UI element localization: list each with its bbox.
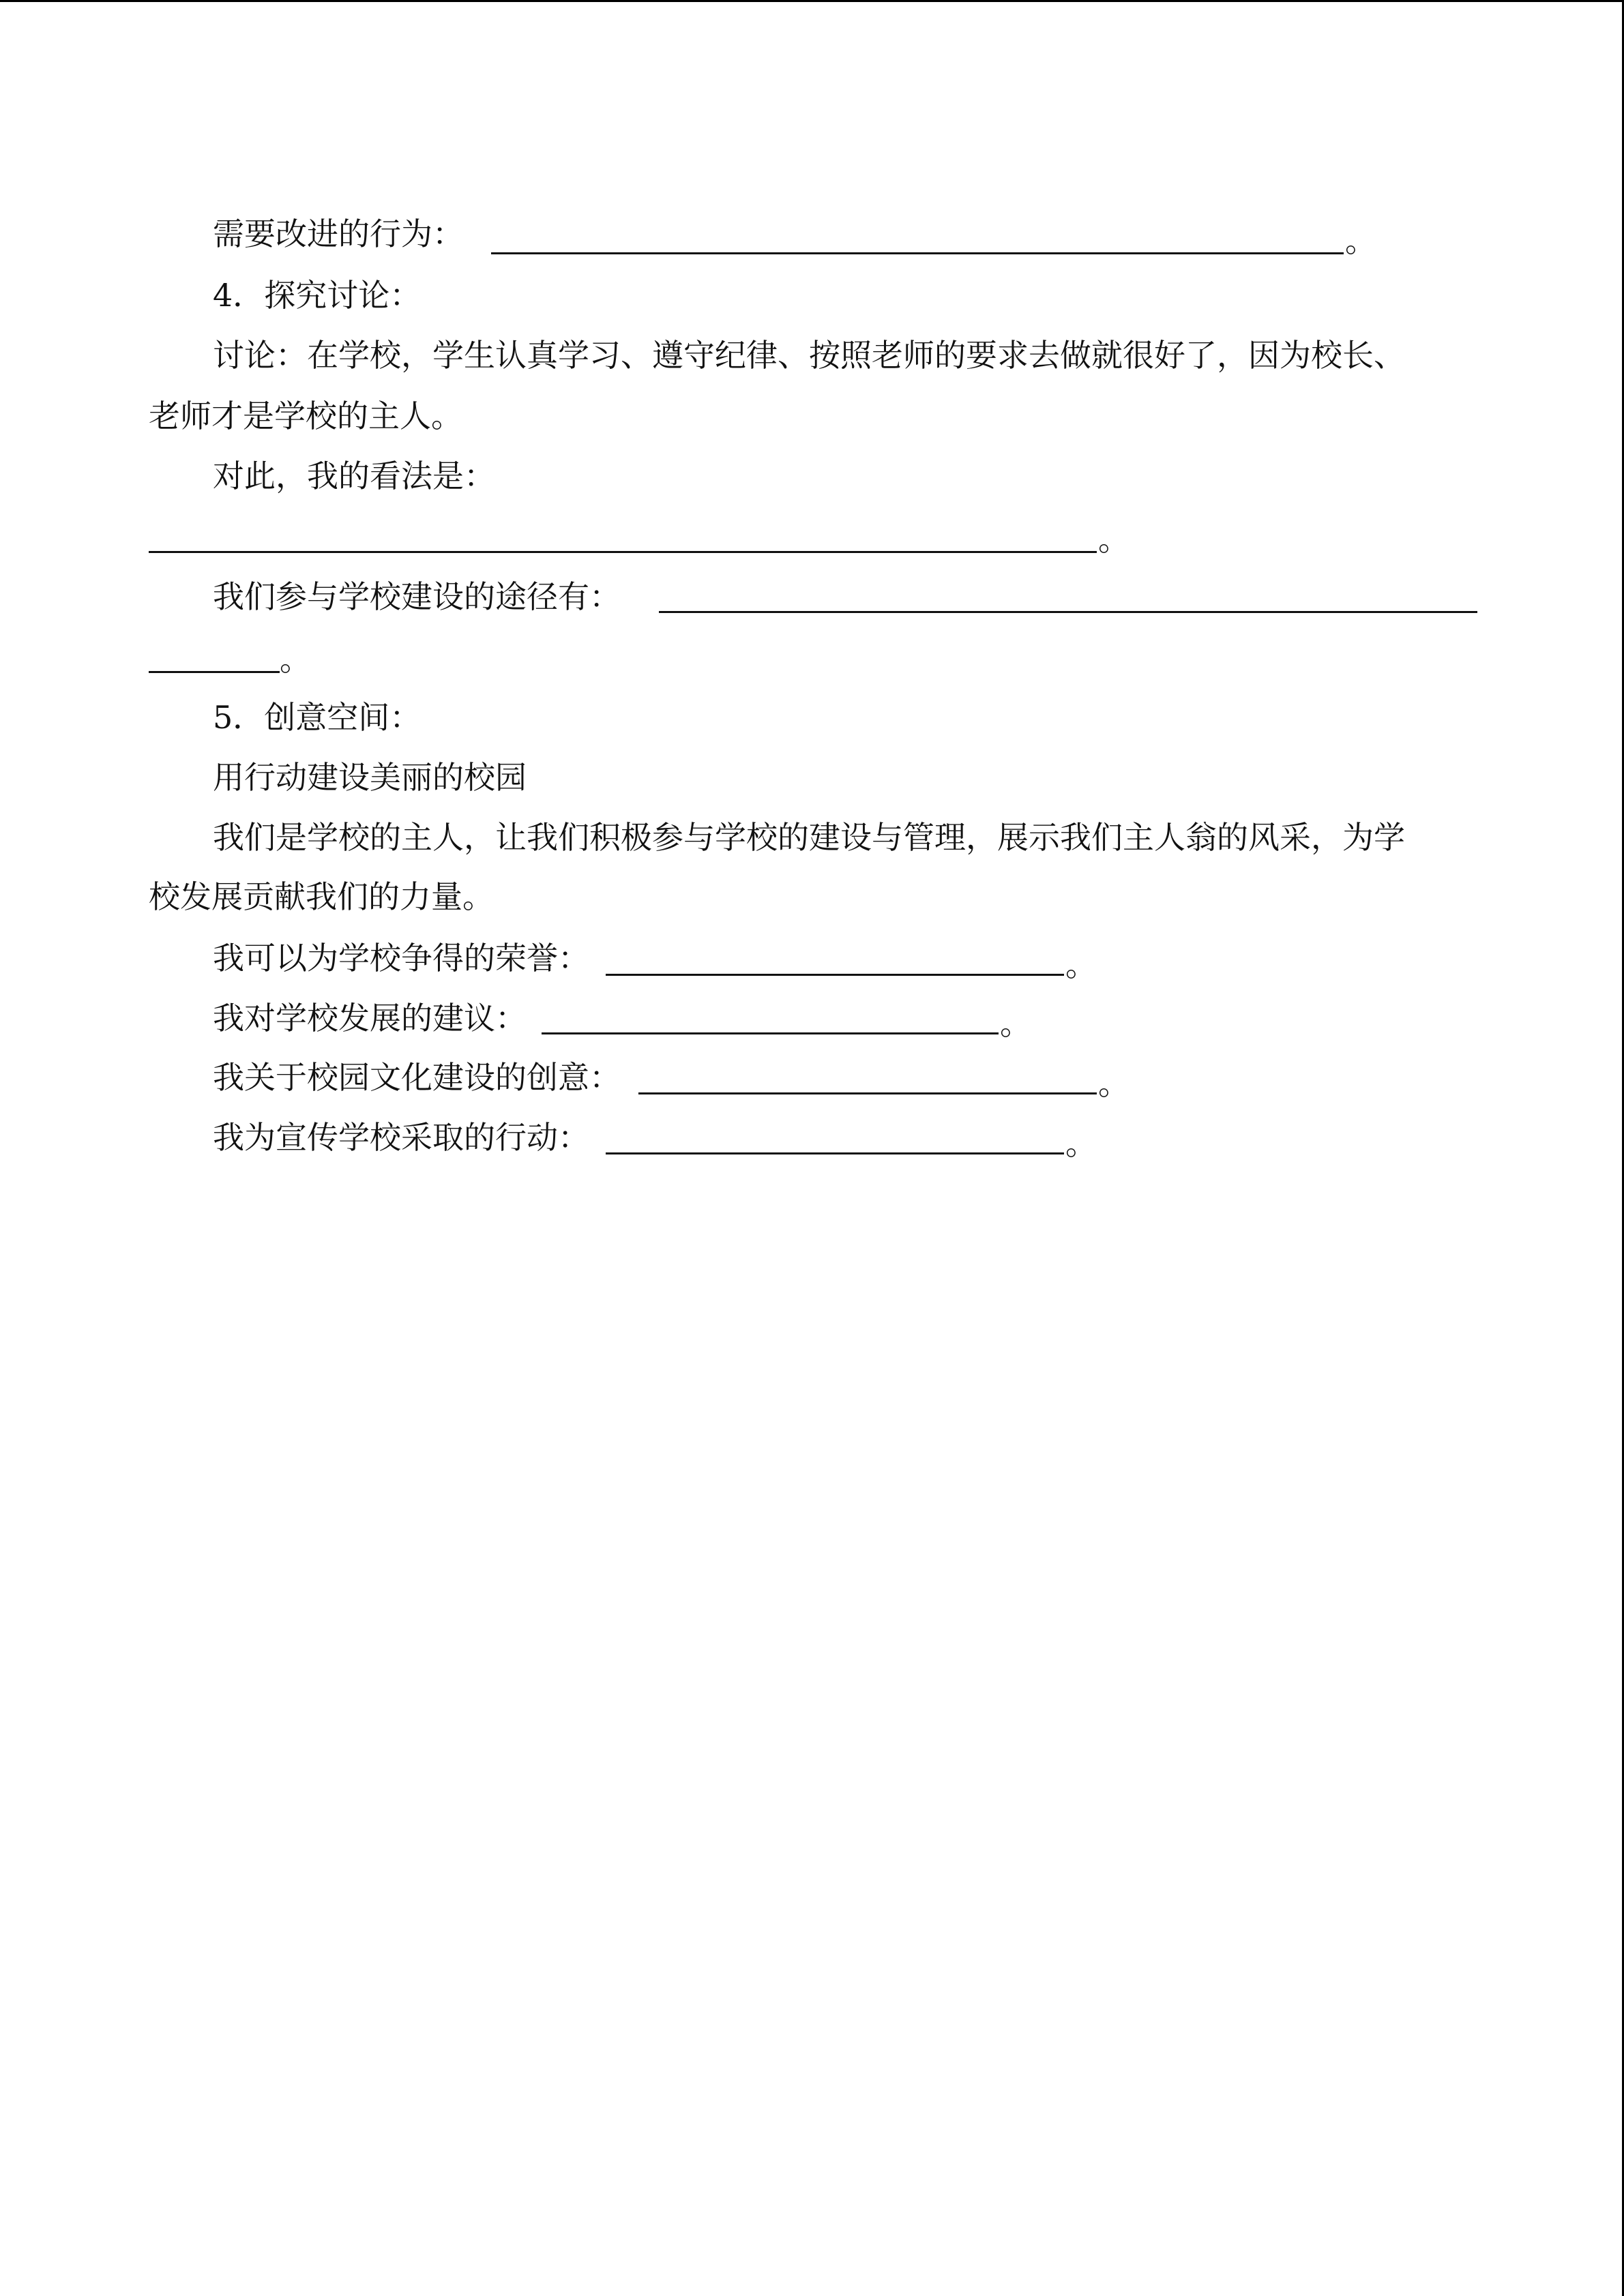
culture-label: 我关于校园文化建设的创意： bbox=[213, 1059, 621, 1096]
suggestion-label: 我对学校发展的建议： bbox=[213, 1000, 527, 1037]
opinion-label: 对此，我的看法是： bbox=[213, 458, 495, 494]
improve-behavior-label: 需要改进的行为： bbox=[213, 215, 464, 252]
section-4-title: 4．探究讨论： bbox=[213, 277, 422, 314]
honor-blank[interactable] bbox=[606, 974, 1064, 976]
period: 。 bbox=[1065, 946, 1097, 983]
opinion-blank[interactable] bbox=[149, 551, 1097, 553]
period: 。 bbox=[280, 641, 311, 678]
period: 。 bbox=[1098, 1065, 1130, 1102]
section-5-title: 5．创意空间： bbox=[213, 699, 422, 736]
discussion-text-line2: 老师才是学校的主人。 bbox=[149, 398, 462, 434]
intro-text-line1: 我们是学校的主人，让我们积极参与学校的建设与管理，展示我们主人翁的风采，为学 bbox=[213, 819, 1405, 856]
improve-behavior-blank[interactable] bbox=[491, 252, 1344, 254]
promote-label: 我为宣传学校采取的行动： bbox=[213, 1119, 589, 1156]
intro-text-line2: 校发展贡献我们的力量。 bbox=[149, 878, 494, 915]
period: 。 bbox=[1098, 521, 1130, 558]
promote-blank[interactable] bbox=[606, 1152, 1064, 1154]
honor-label: 我可以为学校争得的荣誉： bbox=[213, 940, 589, 976]
ways-blank-line2[interactable] bbox=[149, 671, 280, 673]
activity-title: 用行动建设美丽的校园 bbox=[213, 759, 527, 796]
period: 。 bbox=[1065, 1125, 1097, 1162]
suggestion-blank[interactable] bbox=[542, 1032, 999, 1034]
ways-label: 我们参与学校建设的途径有： bbox=[213, 578, 621, 615]
period: 。 bbox=[1345, 222, 1376, 259]
period: 。 bbox=[1000, 1005, 1031, 1042]
ways-blank-line1[interactable] bbox=[659, 611, 1477, 613]
page-top-border bbox=[0, 0, 1624, 2]
culture-blank[interactable] bbox=[638, 1092, 1097, 1094]
discussion-text-line1: 讨论：在学校，学生认真学习、遵守纪律、按照老师的要求去做就很好了，因为校长、 bbox=[213, 337, 1405, 374]
